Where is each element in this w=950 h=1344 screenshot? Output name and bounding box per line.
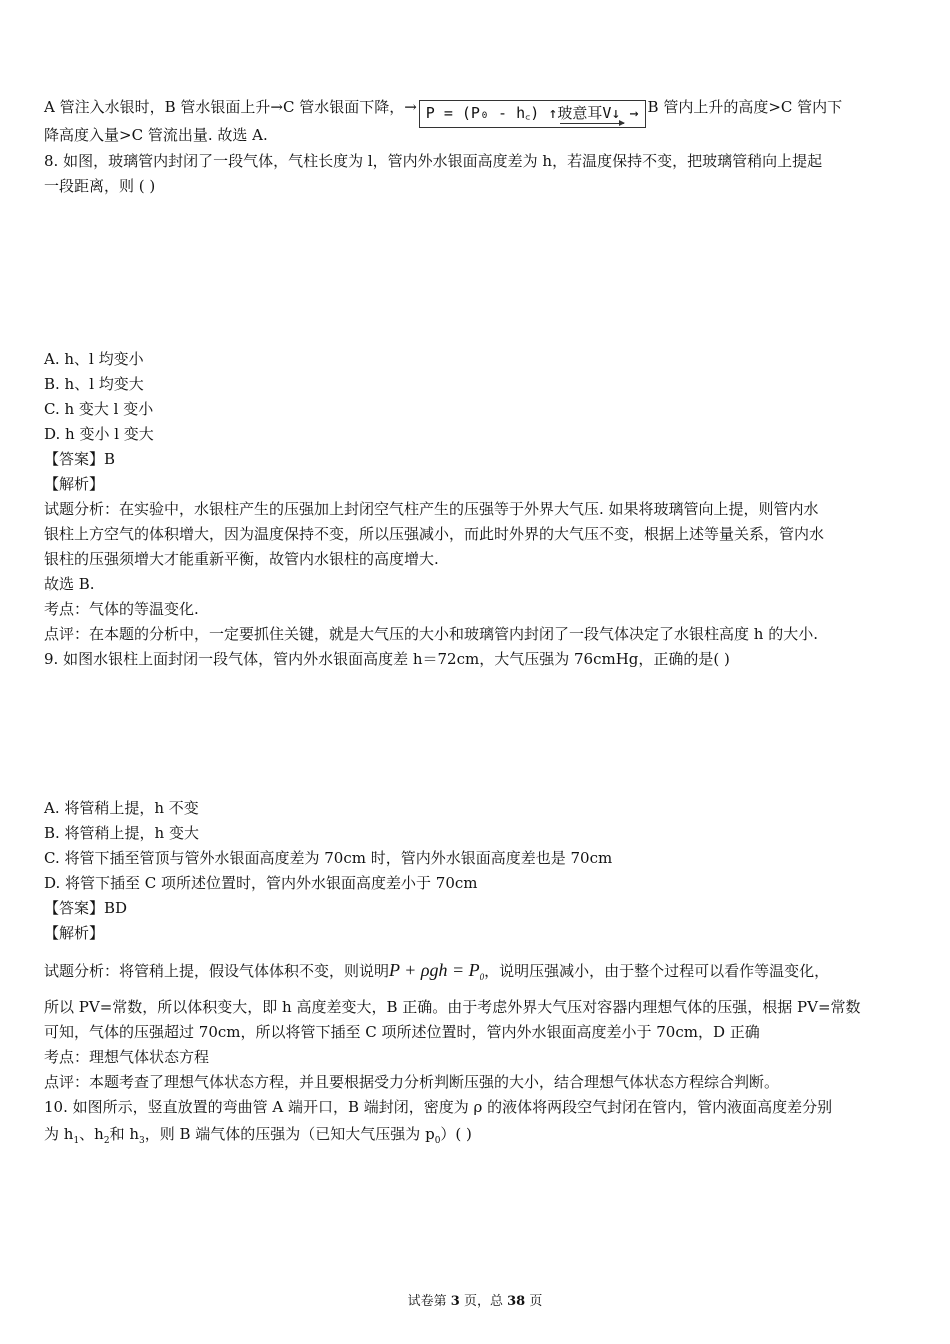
q9-option-c: C. 将管下插至管顶与管外水银面高度差为 70cm 时，管内外水银面高度差也是 70cm bbox=[44, 849, 613, 867]
q9-stem: 9. 如图水银柱上面封闭一段气体，管内外水银面高度差 h＝72cm，大气压强为 76cmHg，正确的是( ) bbox=[44, 650, 730, 668]
total-pages: 38 bbox=[507, 1294, 526, 1309]
q9-point: 考点：理想气体状态方程 bbox=[44, 1048, 210, 1066]
text: B 管内上升的高度>C 管内下 bbox=[647, 98, 843, 116]
page-footer: 试卷第 3 页，总 38 页 bbox=[407, 1294, 543, 1309]
q9-analysis-title: 【解析】 bbox=[44, 924, 105, 942]
q8-choose: 故选 B. bbox=[44, 575, 95, 593]
q9-comment: 点评：本题考查了理想气体状态方程，并且要根据受力分析判断压强的大小，结合理想气体状态方程综合判断。 bbox=[44, 1073, 780, 1091]
q9-option-b: B. 将管稍上提，h 变大 bbox=[44, 824, 199, 842]
q9-option-d: D. 将管下插至 C 项所述位置时，管内外水银面高度差小于 70cm bbox=[44, 874, 478, 892]
q10-stem-line-1: 10. 如图所示，竖直放置的弯曲管 A 端开口，B 端封闭，密度为 ρ 的液体将两段空气封闭在管内，管内液面高度差分别 bbox=[44, 1098, 833, 1116]
q9-answer: 【答案】BD bbox=[44, 899, 128, 917]
q9-option-a: A. 将管稍上提，h 不变 bbox=[44, 799, 199, 817]
q9-analysis-line-1: 试题分析：将管稍上提，假设气体体积不变，则说明$P + \rho gh = P_0$，说明压强减小，由于整个过程可以看作等温变化， bbox=[44, 960, 830, 982]
q8-stem-line-2: 一段距离，则 ( ) bbox=[44, 177, 156, 195]
q7-conclusion-line-2: 降高度入量>C 管流出量. 故选 A. bbox=[44, 126, 268, 144]
q8-comment: 点评：在本题的分析中，一定要抓住关键，就是大气压的大小和玻璃管内封闭了一段气体决定了水银柱高度 h 的大小. bbox=[44, 625, 818, 643]
q8-analysis-title: 【解析】 bbox=[44, 475, 105, 493]
q10-stem-line-2: 为 $h_1$、$h_2$和 $h_3$，则 B 端气体的压强为（已知大气压强为 $p_0$）( ) bbox=[44, 1125, 472, 1146]
q8-point: 考点：气体的等温变化. bbox=[44, 600, 199, 618]
q7-conclusion-line-1 bbox=[44, 97, 842, 128]
formula-box: P = (P₀ - h꜀) ↑玻意耳V↓ → bbox=[419, 100, 646, 128]
pressure-formula: $P + \rho gh = P_0$ bbox=[389, 960, 485, 982]
q8-analysis-line-3: 银柱的压强须增大才能重新平衡，故管内水银柱的高度增大. bbox=[44, 550, 439, 568]
q8-analysis-line-2: 银柱上方空气的体积增大，因为温度保持不变，所以压强减小，而此时外界的大气压不变，根据上述等量关系，管内水 bbox=[44, 525, 825, 543]
q9-analysis-line-3: 可知，气体的压强超过 70cm，所以将管下插至 C 项所述位置时，管内外水银面高度差小于 70cm，D 正确 bbox=[44, 1023, 760, 1041]
q9-analysis-line-2: 所以 PV=常数，所以体积变大，即 h 高度差变大，B 正确。由于考虑外界大气压对容器内理想气体的压强，根据 PV=常数 bbox=[44, 998, 861, 1016]
q8-option-d: D. h 变小 l 变大 bbox=[44, 425, 154, 443]
q8-option-b: B. h、l 均变大 bbox=[44, 375, 144, 393]
current-page: 3 bbox=[450, 1294, 460, 1309]
q8-analysis-line-1: 试题分析：在实验中，水银柱产生的压强加上封闭空气柱产生的压强等于外界大气压. 如果将玻璃管向上提，则管内水 bbox=[44, 500, 819, 518]
text: A 管注入水银时，B 管水银面上升→C 管水银面下降，→ bbox=[44, 98, 417, 116]
arrow-icon bbox=[560, 123, 624, 124]
q8-stem-line-1: 8. 如图，玻璃管内封闭了一段气体，气柱长度为 l，管内外水银面高度差为 h，若温度保持不变，把玻璃管稍向上提起 bbox=[44, 152, 823, 170]
q8-option-c: C. h 变大 l 变小 bbox=[44, 400, 154, 418]
q8-option-a: A. h、l 均变小 bbox=[44, 350, 144, 368]
q8-answer: 【答案】B bbox=[44, 450, 116, 468]
